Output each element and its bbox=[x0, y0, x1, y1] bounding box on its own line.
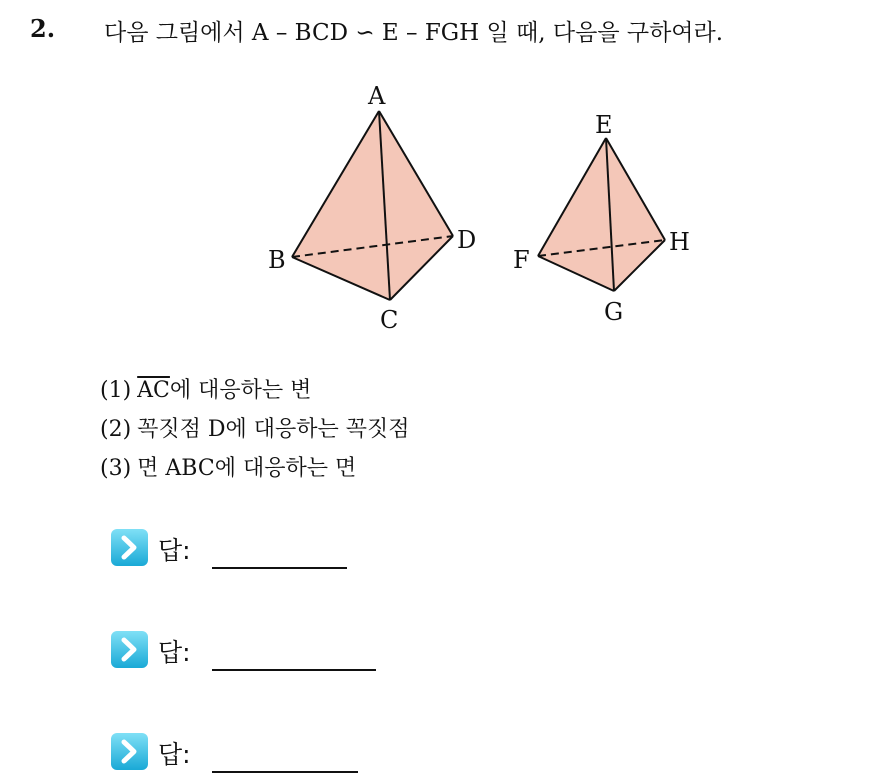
sub-question-1 bbox=[100, 373, 311, 404]
vertex-label-f: F bbox=[513, 246, 530, 274]
answer-label: 답: bbox=[158, 740, 191, 769]
answer-blank[interactable] bbox=[212, 669, 376, 671]
chevron-right-icon bbox=[111, 631, 148, 668]
sub-question-number: (1) bbox=[100, 378, 132, 403]
vertex-label-e: E bbox=[595, 111, 613, 139]
sub-question-text: 꼭짓점 D에 대응하는 꼭짓점 bbox=[137, 417, 410, 442]
pyramid-efgh bbox=[513, 111, 690, 326]
segment-ac-overline: $\overline{AC}$ bbox=[137, 378, 170, 403]
sub-question-text: 면 ABC에 대응하는 면 bbox=[137, 456, 357, 481]
chevron-right-icon bbox=[111, 529, 148, 566]
pyramid-abcd-face bbox=[292, 111, 453, 300]
answer-blank[interactable] bbox=[212, 771, 358, 773]
sub-question-3 bbox=[100, 451, 356, 482]
pyramid-figure bbox=[0, 0, 884, 340]
vertex-label-h: H bbox=[669, 228, 690, 256]
vertex-label-a: A bbox=[368, 82, 386, 110]
vertex-label-c: C bbox=[380, 306, 399, 334]
answer-label: 답: bbox=[158, 638, 191, 667]
question-text: 다음 그림에서 A – BCD ∽ E – FGH 일 때, 다음을 구하여라. bbox=[104, 20, 724, 46]
sub-question-text: 에 대응하는 변 bbox=[169, 378, 312, 403]
question-number: 2. bbox=[30, 14, 56, 43]
vertex-label-g: G bbox=[604, 298, 624, 326]
sub-question-number: (2) bbox=[100, 417, 132, 442]
answer-label: 답: bbox=[158, 536, 191, 565]
answer-blank[interactable] bbox=[212, 567, 347, 569]
vertex-label-d: D bbox=[457, 226, 477, 254]
sub-question-number: (3) bbox=[100, 456, 132, 481]
chevron-right-icon bbox=[111, 733, 148, 770]
pyramid-abcd bbox=[268, 82, 476, 334]
pyramid-efgh-face bbox=[538, 138, 665, 291]
sub-question-2 bbox=[100, 412, 410, 443]
vertex-label-b: B bbox=[268, 246, 286, 274]
